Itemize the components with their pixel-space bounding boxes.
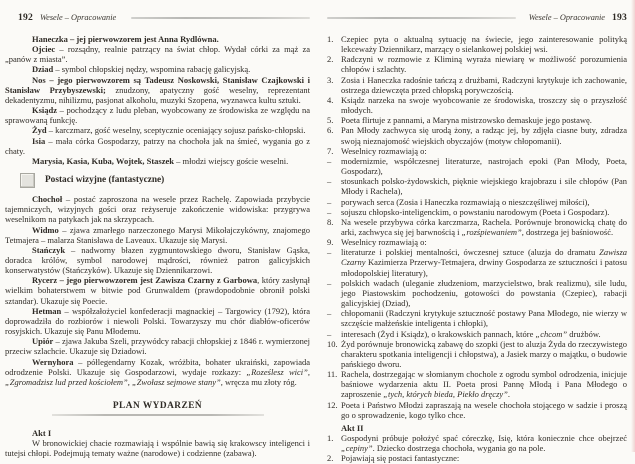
text-segment: Kazimierza Przerwy-Tetmajera, drwiny Gospodarza ze sztuczności i patosu młodopolskiej literatury), <box>341 257 627 278</box>
real-characters-paragraphs <box>5 34 310 166</box>
text-segment: Pan Młody zachwyca się urodą żony, a radząc jej, by zdjęła ciasne buty, zdradza swoją nieznajomość wiejskich obyczajów (motyw chłopomanii). <box>341 125 627 146</box>
list-item-text <box>341 453 627 463</box>
text-segment: „Zwołasz sejmowe stany” <box>131 376 221 387</box>
numbered-list-item <box>327 146 627 156</box>
numbered-list-item <box>327 400 627 420</box>
list-item-marker: – <box>327 176 332 187</box>
right-page <box>327 0 627 464</box>
numbered-list-item <box>327 433 627 453</box>
text-segment: – rozsądny, realnie patrzący na świat chłop. Wydał córki za mąż za „panów z miasta”. <box>5 44 310 65</box>
text-segment: Żyd porównuje bronowicką zabawę do szopki (jest to aluzja Żyda do rzeczywistego charakteru spotkania inteligencji i chłopstwa), a Jasiek marzy o majątku, o budowie pańskiego dworu. <box>341 338 627 369</box>
header-rule <box>131 17 310 19</box>
paragraph <box>5 225 310 245</box>
text-segment: Weselnicy rozmawiają o: <box>341 145 427 156</box>
paragraph <box>5 136 310 156</box>
text-segment: „tych, których bieda, Piekło dręczy” <box>383 389 508 400</box>
text-segment: , dostrzega jej baśniowość. <box>521 226 614 237</box>
list-item-marker: 1. <box>327 433 334 444</box>
list-item-text <box>341 95 627 115</box>
text-segment: – półlegendarny Kozak, wróżbita, bohater ukraiński, zapowiada odrodzenie Polski. Ukazuje się Gospodarzowi, wydaje rozkazy: <box>5 356 310 377</box>
list-item-marker: 7. <box>327 145 334 156</box>
paragraph <box>5 34 310 44</box>
list-item-marker: – <box>327 308 332 319</box>
dash-list-item <box>327 207 627 217</box>
list-item-marker: 8. <box>327 216 334 227</box>
list-item-text <box>341 207 627 217</box>
list-item-marker: – <box>327 196 332 207</box>
numbered-list-item <box>327 339 627 369</box>
list-item-text <box>341 278 627 308</box>
text-segment: „Zgromadzisz lud przed kościołem” <box>5 376 128 387</box>
numbered-list-item <box>327 369 627 399</box>
text-segment: Rachela, dostrzegając w słomianym chochole z ogrodu symbol odrodzenia, inicjuje baśniowe wydarzenia aktu II. Poeta prosi Pannę Młodą i Pana Młodego o zaproszenie <box>341 369 627 400</box>
list-item-marker: 2. <box>327 453 334 464</box>
fantastic-characters-paragraphs <box>5 194 310 387</box>
list-item-text <box>341 115 627 125</box>
list-item-text <box>341 156 627 176</box>
list-item-marker: – <box>327 247 332 258</box>
list-item-text <box>341 146 627 156</box>
text-segment: , <box>307 366 310 377</box>
left-page-number: 192 <box>18 11 33 23</box>
text-segment: – karczmarz, gość weselny, sceptycznie oceniający sojusz pańsko-chłopski. <box>46 125 306 136</box>
paragraph <box>5 125 310 135</box>
numbered-list-item <box>327 125 627 145</box>
paragraph <box>5 105 310 125</box>
text-segment: Dziad <box>32 64 54 75</box>
paragraph <box>5 194 310 224</box>
list-item-marker: – <box>327 155 332 166</box>
left-page <box>0 0 318 458</box>
text-segment: Widmo <box>32 224 59 235</box>
list-item-marker: 3. <box>327 74 334 85</box>
text-segment: Czepiec pyta o aktualną sytuację na świecie, jego zainteresowanie polityką lekceważy Dziennikarz, marzący o sielankowej polskiej wsi. <box>341 34 627 55</box>
text-segment: – współzałożyciel konfederacji magnackiej – Targowicy (1792), która doprowadziła do rozbiorów i niewoli Polski. Towarzyszy mu chór diabłów-oficerów rosyjskich. Ukazuje się Panu Młodemu. <box>5 305 310 337</box>
text-segment: Chochoł <box>32 194 63 205</box>
numbered-list-item <box>327 453 627 463</box>
paragraph <box>5 306 310 336</box>
plan-heading-rule <box>52 414 264 416</box>
numbered-list-item <box>327 34 627 54</box>
paragraph <box>5 64 310 74</box>
text-segment: modernizmie, współczesnej literaturze, nastrojach epoki (Pan Młody, Poeta, Gospodarz), <box>341 155 627 177</box>
list-item-text <box>341 308 627 328</box>
text-segment: Rycerz – jego pierwowzorem jest Zawisza Czarny z Garbowa <box>32 275 258 286</box>
header-rule <box>327 17 516 19</box>
numbered-list-item <box>327 237 627 247</box>
act-heading <box>341 423 627 433</box>
text-segment: , <box>127 376 132 387</box>
list-item-marker: 9. <box>327 237 334 248</box>
text-segment: – pochodzący z ludu pleban, wyobcowany ze środowiska ze względu na sprawowaną funkcję. <box>5 105 310 126</box>
plan-heading: PLAN WYDARZEŃ <box>112 401 203 411</box>
text-segment: – symbol chłopskiej nędzy, wspomina rabację galicyjską. <box>53 64 251 75</box>
text-segment: Ojciec <box>32 44 56 55</box>
right-page-number: 193 <box>612 11 627 23</box>
text-segment: , wręcza mu złoty róg. <box>220 376 297 387</box>
text-segment: . Dziecko dostrzega chochoła, wygania go na pole. <box>372 443 546 454</box>
paragraph <box>5 428 310 438</box>
text-segment: znudzony, apatyczny gość weselny, reprezentant dekadentyzmu, nihilizmu, pasjonat alkoholu, muzyki Szopena, wyznawca kultu sztuki. <box>5 84 311 105</box>
paragraph <box>5 44 310 64</box>
list-item-marker: – <box>327 277 332 288</box>
list-item-marker: 11. <box>327 369 338 380</box>
list-item-text <box>341 176 627 196</box>
right-running-header <box>327 13 627 23</box>
text-segment: Na wesele przybywa córka karczmarza, Rachela. Porównuje bronowicką chatę do arki, zachwyca się jej barwnością i <box>341 216 627 237</box>
text-segment: Poeta i Państwo Młodzi zapraszają na wesele chochoła stojącego w sadzie i proszą go o sprowadzenie, kogo tylko chce. <box>341 399 627 420</box>
text-segment: Weselnicy rozmawiają o: <box>341 237 427 248</box>
paragraph <box>5 357 310 387</box>
text-segment: – zjawa zmarłego narzeczonego Marysi Mikołajczykówny, znajomego Tetmajera – malarza Stanisława de Laveaux. Ukazuje się Marysi. <box>5 224 310 245</box>
text-segment: Radczyni w rozmowie z Kliminą wyraża niewiarę w możliwość porozumienia chłopów i szlachty. <box>341 54 627 75</box>
plan-heading-block <box>5 401 310 416</box>
text-segment: polskich wadach (uleganie złudzeniom, marzycielstwo, brak realizmu), sile ludu, jego Piastowskim pochodzeniu, gotowości do powstania (Czepiec), rabacji galicyjskiej (Dziad), <box>341 277 627 309</box>
text-segment: Poeta flirtuje z pannami, a Maryna mistrzowsko demaskuje jego postawę. <box>341 115 592 126</box>
text-segment: „rozśpiewaniem” <box>461 226 522 237</box>
text-segment: Gospodyni próbuje położyć spać córeczkę, Isię, która koniecznie chce obejrzeć <box>341 433 627 444</box>
left-page-body <box>5 34 310 458</box>
list-item-text <box>341 247 627 277</box>
page-edge-tint <box>631 0 635 452</box>
text-segment: stosunkach polsko-żydowskich, pięknie wiejskiego krajobrazu i sile chłopów (Pan Młody i Rachela), <box>341 176 627 197</box>
list-item-text <box>341 54 627 74</box>
text-segment: chłopomanii (Radczyni krytykuje sztuczność postawy Pana Młodego, nie wierzy w szczęście małżeńskie inteligenta i chłopki), <box>341 308 627 329</box>
list-item-text <box>341 197 627 207</box>
text-segment: sojuszu chłopsko-inteligenckim, o powstaniu narodowym (Poeta i Gospodarz). <box>341 206 610 217</box>
numbered-list-item <box>327 115 627 125</box>
numbered-list-item <box>327 95 627 115</box>
section-heading-row <box>20 173 310 188</box>
paragraph <box>5 245 310 275</box>
dash-list-item <box>327 278 627 308</box>
list-item-marker: 10. <box>327 338 338 349</box>
text-segment: Zawisza Czarny <box>341 247 627 268</box>
text-segment: Żyd <box>32 125 47 136</box>
right-running-title: Wesele – Opracowanie <box>528 12 605 22</box>
paragraph <box>5 75 310 105</box>
dash-list-item <box>327 247 627 277</box>
act-1-block <box>5 428 310 458</box>
text-segment: Stańczyk <box>32 244 66 255</box>
text-segment: . <box>507 389 511 400</box>
text-segment: W bronowickiej chacie rozmawiają i wspólnie bawią się krakowscy inteligenci i tutejsi chłopi. Podejmują tematy ważne (narodowe) i codzienne (zabawa). <box>5 437 310 459</box>
text-segment: Akt I <box>32 427 52 438</box>
list-item-text <box>341 329 627 339</box>
paragraph <box>5 156 310 166</box>
dash-list-item <box>327 197 627 207</box>
dash-list-item <box>327 329 627 339</box>
text-segment: – postać zaproszona na wesele przez Rachelę. Zapowiada przybycie tajemniczych, wizyjnych gości oraz reżyseruje zakończenie widowiska: przygrywa weselnikom na patykach jak na skrzypcach. <box>5 194 310 225</box>
dash-list-item <box>327 156 627 176</box>
text-segment: interesach (Żyd i Ksiądz), o krakowskich pannach, które <box>341 328 536 339</box>
text-segment: Akt II <box>341 422 364 433</box>
text-segment: Ksiądz <box>32 105 58 116</box>
left-running-header <box>18 13 310 23</box>
list-item-text <box>341 237 627 247</box>
text-segment: „Roześlesz wici” <box>246 366 308 377</box>
paragraph <box>5 438 310 458</box>
left-running-title: Wesele – Opracowanie <box>40 12 117 22</box>
list-item-marker: – <box>327 206 332 217</box>
list-item-text <box>341 75 627 95</box>
text-segment: Nos – jego pierwowzorem są Tadeusz Noskowski, Stanisław Czajkowski i Stanisław Przybyszewski; <box>5 74 310 95</box>
list-item-text <box>341 34 627 54</box>
list-item-marker: – <box>327 328 332 339</box>
list-item-marker: 4. <box>327 94 334 105</box>
section-heading: Postaci wizyjne (fantastyczne) <box>45 175 165 186</box>
text-segment: Pojawiają się postaci fantastyczne: <box>341 453 460 464</box>
text-segment: Isia <box>32 135 46 146</box>
list-item-marker: 2. <box>327 54 334 65</box>
text-segment: Ksiądz narzeka na swoje wyobcowanie ze środowiska, troszczy się o przyszłość młodych. <box>341 94 627 116</box>
text-segment: „cepiny” <box>341 443 373 454</box>
text-segment: drużbów. <box>567 328 601 339</box>
numbered-list-item <box>327 54 627 74</box>
list-item-marker: 6. <box>327 125 334 136</box>
list-item-text <box>341 125 627 145</box>
text-segment: Upiór <box>32 336 54 347</box>
text-segment: Wernyhora <box>32 356 74 367</box>
text-segment: Hetman <box>32 305 62 316</box>
list-item-marker: 12. <box>327 399 338 410</box>
text-segment: – zjawa Jakuba Szeli, przywódcy rabacji chłopskiej z 1846 r. wymierzonej przeciw szlachcie. Ukazuje się Dziadowi. <box>5 336 310 357</box>
list-item-text <box>341 217 627 237</box>
list-item-marker: 1. <box>327 34 334 44</box>
dash-list-item <box>327 176 627 196</box>
text-segment: – mała córka Gospodarzy, patrzy na chochoła jak na śmieć, wygania go z chaty. <box>5 135 310 156</box>
numbered-list-item <box>327 75 627 95</box>
text-segment: Haneczka – jej pierwowzorem jest Anna Rydlówna. <box>32 34 219 44</box>
list-item-marker: 5. <box>327 115 334 126</box>
list-item-text <box>341 369 627 399</box>
text-segment: „chcom” <box>535 328 568 339</box>
text-segment: Zosia i Haneczka radośnie tańczą z drużbami, Radczyni krytykuje ich zachowanie, ostrzega dziewczęta przed chłopską porywczością. <box>341 74 627 95</box>
text-segment: , który zasłynął wielkim bohaterstwem w bitwie pod Grunwaldem (prawdopodobnie obronił polski sztandar). Ukazuje się Poecie. <box>5 275 310 306</box>
text-segment: porywach serca (Zosia i Haneczka rozmawiają o nieszczęśliwej miłości), <box>341 196 590 207</box>
numbered-list-item <box>327 217 627 237</box>
paragraph <box>5 336 310 356</box>
dash-list-item <box>327 308 627 328</box>
text-segment: – nadworny błazen zygmuntowskiego dworu, Stanisław Gąska, doradca królów, symbol narodowej mądrości, również patron galicyjskich konserwatystów (Stańczyków). Ukazuje się Dziennikarzowi. <box>5 244 310 276</box>
text-segment: Marysia, Kasia, Kuba, Wojtek, Staszek <box>32 155 174 166</box>
paragraph <box>5 275 310 305</box>
text-segment: literaturze i polskiej mentalności, ówczesnej sztuce (aluzja do dramatu <box>341 247 600 258</box>
list-item-text <box>341 433 627 453</box>
list-item-text <box>341 339 627 369</box>
text-segment: – młodzi wiejscy goście weselni. <box>174 155 289 166</box>
list-item-text <box>341 400 627 420</box>
right-page-body <box>327 34 627 464</box>
square-badge-icon <box>20 173 35 188</box>
